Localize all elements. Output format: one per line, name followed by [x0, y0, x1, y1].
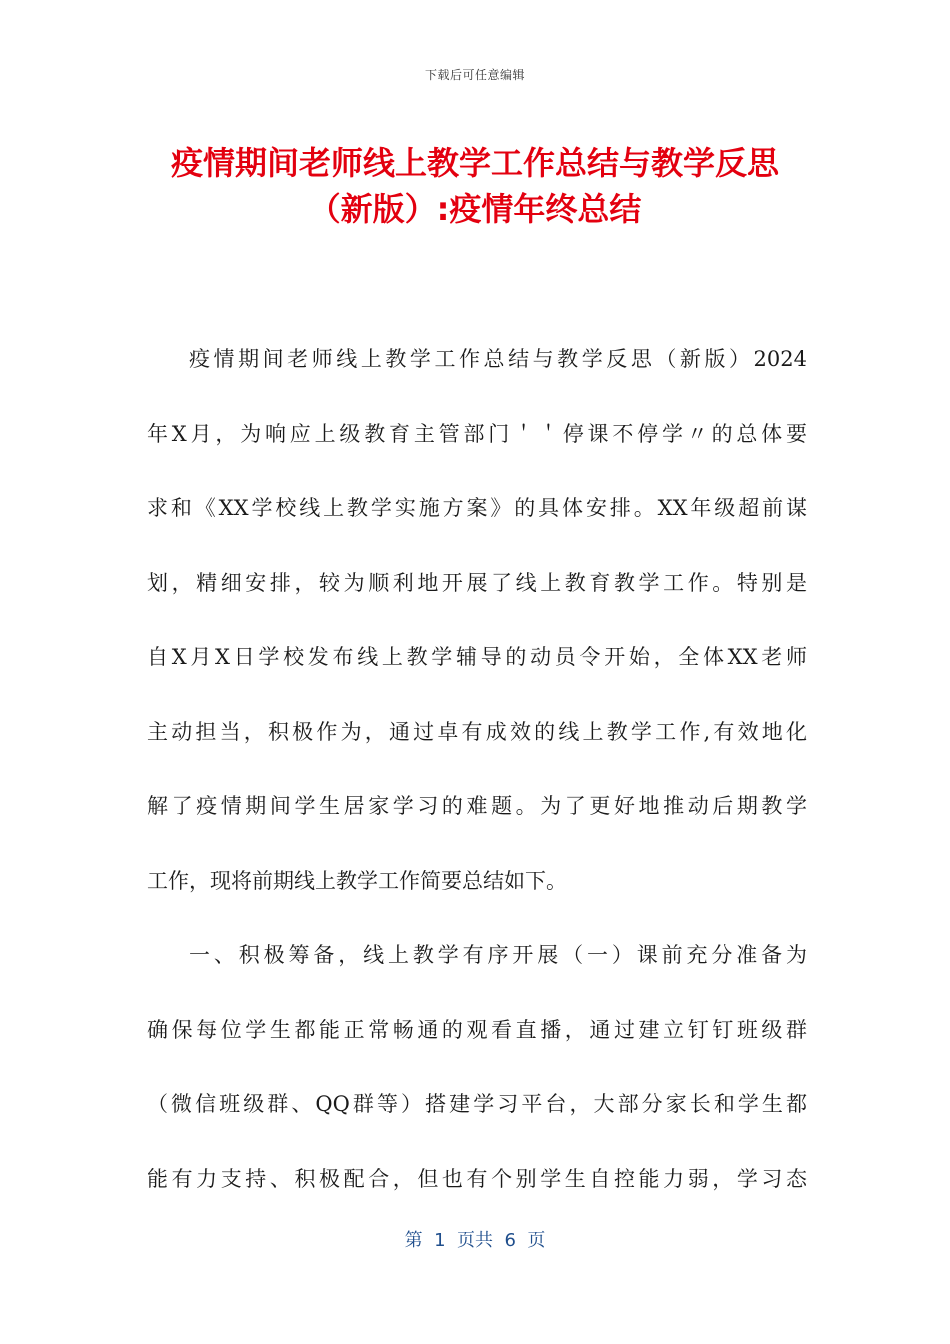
body-line: 年X月，为响应上级教育主管部门＇＇停课不停学〃的总体要	[147, 421, 807, 446]
body-line: 工作，现将前期线上教学工作简要总结如下。	[147, 868, 567, 893]
title-line-2: （新版）:疫情年终总结	[308, 190, 642, 228]
body-line: 自X月X日学校发布线上教学辅导的动员令开始，全体XX老师	[147, 645, 807, 669]
body-line: 主动担当，积极作为，通过卓有成效的线上教学工作,有效地化	[147, 719, 807, 744]
body-line: 疫情期间老师线上教学工作总结与教学反思（新版）2024	[189, 347, 807, 371]
body-line: 确保每位学生都能正常畅通的观看直播，通过建立钉钉班级群	[147, 1017, 807, 1042]
header-note: 下载后可任意编辑	[424, 68, 525, 82]
body-line: 一、积极筹备，线上教学有序开展（一）课前充分准备为	[189, 943, 807, 967]
title-line-1: 疫情期间老师线上教学工作总结与教学反思	[170, 144, 779, 182]
body-line: （微信班级群、QQ群等）搭建学习平台，大部分家长和学生都	[147, 1092, 807, 1116]
body-line: 能有力支持、积极配合，但也有个别学生自控能力弱，学习态	[147, 1166, 807, 1191]
body-line: 求和《XX学校线上教学实施方案》的具体安排。XX年级超前谋	[147, 496, 807, 520]
page-number-footer: 第 1 页共 6 页	[404, 1230, 546, 1251]
body-line: 划，精细安排，较为顺利地开展了线上教育教学工作。特别是	[147, 570, 807, 595]
document-title	[100, 140, 850, 232]
body-line: 解了疫情期间学生居家学习的难题。为了更好地推动后期教学	[147, 794, 807, 818]
document-body	[147, 322, 807, 1216]
